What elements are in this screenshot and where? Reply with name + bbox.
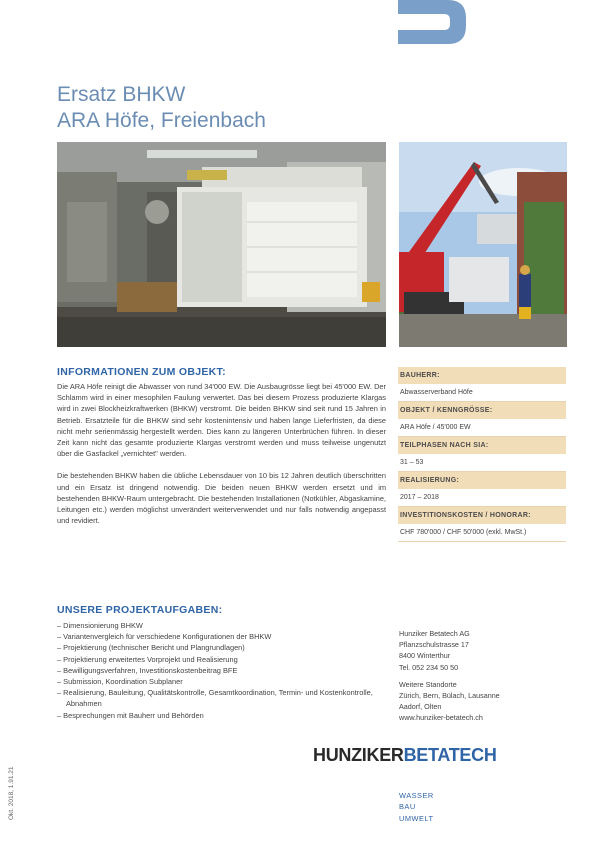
locations-line-1: Zürich, Bern, Bülach, Lausanne [399, 691, 500, 701]
bauherr-label: BAUHERR: [398, 367, 566, 384]
company-phone: Tel. 052 234 50 50 [399, 662, 459, 672]
investitionskosten-label: INVESTITIONSKOSTEN / HONORAR: [398, 507, 566, 524]
task-item: – Bewilligungsverfahren, Investitionskostenbeitrag BFE [57, 665, 238, 675]
tasks-list [57, 620, 386, 721]
realisierung-label: REALISIERUNG: [398, 472, 566, 489]
company-claim [399, 790, 434, 824]
tasks-section-heading: UNSERE PROJEKTAUFGABEN: [57, 604, 223, 616]
company-name: Hunziker Betatech AG [399, 629, 470, 638]
claim-umwelt: UMWELT [399, 813, 434, 823]
company-city: 8400 Winterthur [399, 651, 451, 661]
locations-title: Weitere Standorte [399, 679, 457, 689]
claim-bau: BAU [399, 802, 416, 812]
page-title-line2: ARA Höfe, Freienbach [57, 109, 266, 132]
objekt-value: ARA Höfe / 45'000 EW [398, 419, 566, 437]
investitionskosten-value: CHF 780'000 / CHF 50'000 (exkl. MwSt.) [398, 524, 566, 542]
info-section-body [57, 381, 386, 537]
locations-line-2: Aadorf, Olten [399, 702, 442, 712]
task-item: – Realisierung, Bauleitung, Qualitätskontrolle, Gesamtkoordination, Termin- und Kostenkontrolle, Abnahmen [57, 688, 373, 709]
company-street: Pflanzschulstrasse 17 [399, 640, 469, 650]
info-section-heading: INFORMATIONEN ZUM OBJEKT: [57, 366, 226, 378]
info-paragraph-2: Die bestehenden BHKW haben die übliche Lebensdauer von 10 bis 12 Jahren deutlich überschritten und ein Ersatz ist dringend notwendig. Die beiden neuen BHKW werden ersetzt und im bestehenden BHKW-Raum untergebracht. Die bestehenden Installationen (Notkühler, Abgaskamine, Leitungen etc.) werden möglichst unverändert weiterverwendet und nur falls notwendig angepasst und revidiert. [57, 471, 386, 526]
claim-wasser: WASSER [399, 791, 434, 800]
logo-part-hunziker: HUNZIKER [313, 745, 404, 765]
page-title-line1: Ersatz BHKW [57, 83, 186, 106]
teilphasen-label: TEILPHASEN NACH SIA: [398, 437, 566, 454]
info-paragraph-1: Die ARA Höfe reinigt die Abwasser von rund 34'000 EW. Die Ausbaugrösse liegt bei 45'000 EW. Der Schlamm wird in einer mesophilen Faulung verwertet. Das bei diesem Prozess produzierte Klargas wird in zwei Blockheizkraftwerken (BHKW) verstromt. Die beiden BHKW sind seit rund 15 Jahren in Betrieb. Ersatzteile für die BHKW sind sehr kostenintensiv und haben lange Lieferfristen, da diese nicht mehr serienmässig hergestellt werden. Dies kann zu längeren Unterbrüchen führen. In dieser Zeit kann nicht das gesamte produzierte Klargas verstromt werden und muss teilweise ungenutzt über die Gasfackel „vernichtet" werden. [57, 382, 386, 459]
company-address [399, 628, 567, 724]
company-website[interactable]: www.hunziker-betatech.ch [399, 713, 483, 723]
task-item: – Variantenvergleich für verschiedene Konfigurationen der BHKW [57, 632, 272, 642]
task-item: – Submission, Koordination Subplaner [57, 677, 183, 687]
document-code: Okt. 2018, 1.91.21 [8, 766, 15, 820]
logo-part-betatech: BETATECH [403, 745, 497, 765]
teilphasen-value: 31 – 53 [398, 454, 566, 472]
bauherr-value: Abwasserverband Höfe [398, 384, 566, 402]
brand-mark-icon [398, 0, 468, 46]
task-item: – Besprechungen mit Bauherr und Behörden [57, 710, 204, 720]
project-info-table [398, 367, 566, 542]
bhkw-photo [57, 142, 386, 347]
company-logo [313, 745, 497, 766]
realisierung-value: 2017 – 2018 [398, 489, 566, 507]
task-item: – Projektierung (technischer Bericht und Plangrundlagen) [57, 643, 245, 653]
task-item: – Dimensionierung BHKW [57, 621, 143, 630]
task-item: – Projektierung erweitertes Vorprojekt und Realisierung [57, 654, 238, 664]
objekt-label: OBJEKT / KENNGRÖSSE: [398, 402, 566, 419]
crane-photo [399, 142, 567, 347]
